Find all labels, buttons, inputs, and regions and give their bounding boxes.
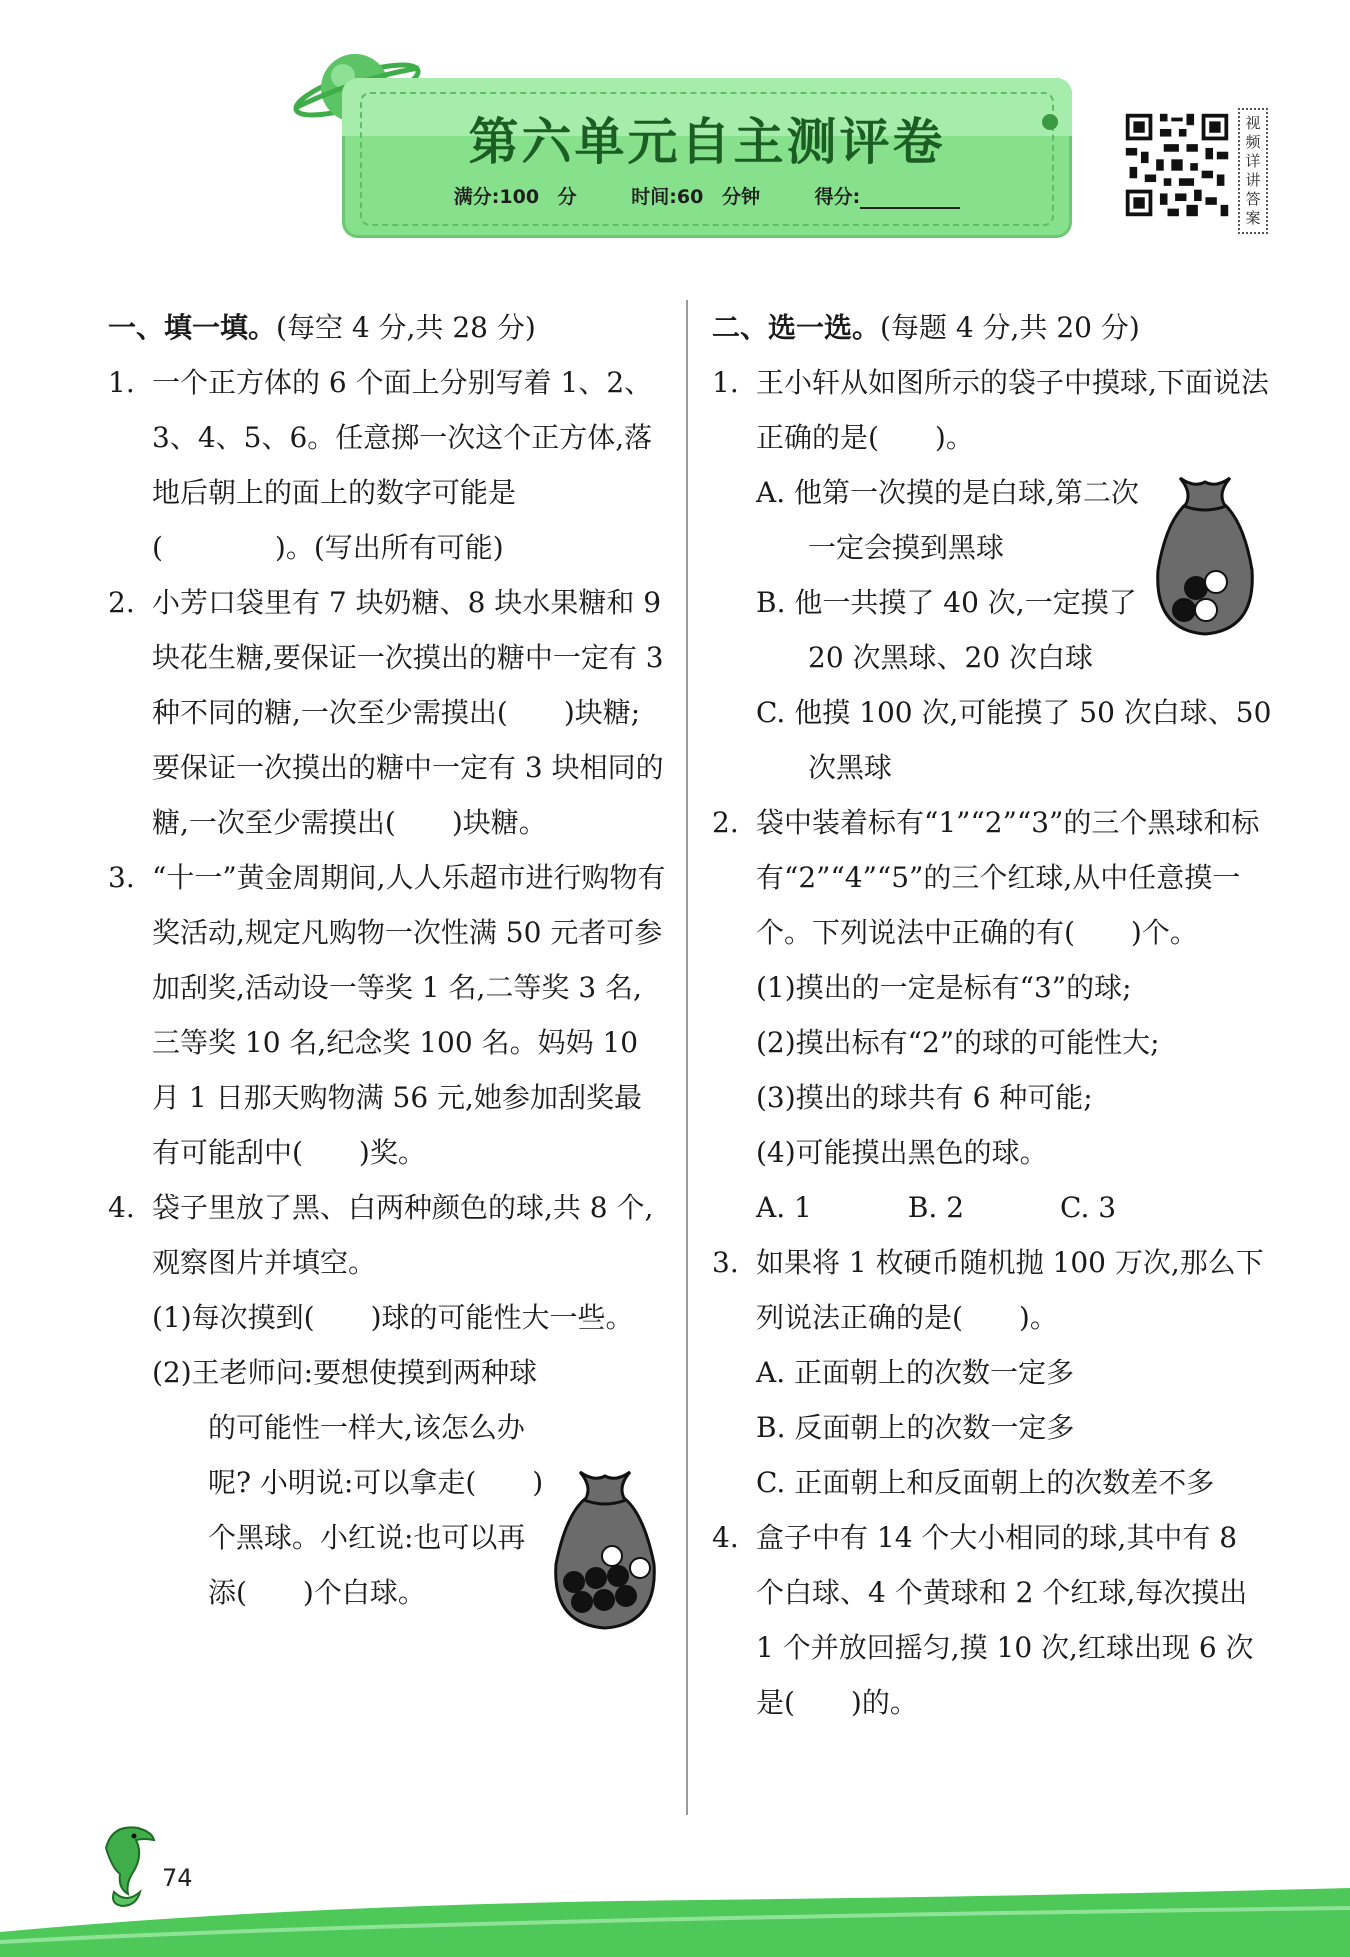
question-1-3: 3. “十一”黄金周期间,人人乐超市进行购物有奖活动,规定凡购物一次性满 50 元者可参加刮奖,活动设一等奖 1 名,二等奖 3 名,三等奖 10 名,纪念奖 100 名。妈妈 10 月 1 日那天购物满 56 元,她参加刮奖最有可能刮中( )奖。 [108, 861, 666, 1169]
section2-heading: 二、选一选。(每题 4 分,共 20 分) [712, 311, 1140, 344]
option-b[interactable]: B. 他一共摸了 40 次,一定摸了 20 次黑球、20 次白球 [756, 586, 1137, 674]
time-limit: 时间:60 分钟 [631, 186, 760, 208]
score-field: 得分: [815, 186, 961, 208]
title-banner [342, 78, 1072, 238]
ball-bag-image [546, 1464, 664, 1632]
question-text: 一个正方体的 6 个面上分别写着 1、2、3、4、5、6。任意掷一次这个正方体,落地后朝上的面上的数字可能是( )。(写出所有可能) [152, 366, 653, 564]
choices-row [756, 1180, 1272, 1235]
qr-label: 视频详讲答案 [1238, 108, 1268, 234]
footer-wave [0, 1880, 1350, 1957]
question-text: 王小轩从如图所示的袋子中摸球,下面说法正确的是( )。 [756, 366, 1269, 454]
question-text: “十一”黄金周期间,人人乐超市进行购物有奖活动,规定凡购物一次性满 50 元者可参加刮奖,活动设一等奖 1 名,二等奖 3 名,三等奖 10 名,纪念奖 100 名。妈妈 10 月 1 日那天购物满 56 元,她参加刮奖最有可能刮中( )奖。 [152, 861, 666, 1169]
choice-c[interactable]: C. 3 [1060, 1191, 1117, 1224]
section-fill-blanks [108, 300, 668, 1620]
statement-4: (4)可能摸出黑色的球。 [756, 1136, 1048, 1169]
question-text: 袋中装着标有“1”“2”“3”的三个黑球和标有“2”“4”“5”的三个红球,从中任意摸一个。下列说法中正确的有( )个。 [756, 806, 1260, 949]
exam-info [342, 182, 1072, 209]
option-b[interactable]: B. 反面朝上的次数一定多 [756, 1411, 1075, 1444]
sub-question-1: (1)每次摸到( )球的可能性大一些。 [152, 1301, 634, 1334]
question-2-4: 4. 盒子中有 14 个大小相同的球,其中有 8 个白球、4 个黄球和 2 个红球,每次摸出 1 个并放回摇匀,摸 10 次,红球出现 6 次是( )的。 [712, 1521, 1254, 1719]
dolphin-icon [92, 1818, 162, 1908]
question-text: 如果将 1 枚硬币随机抛 100 万次,那么下列说法正确的是( )。 [756, 1246, 1264, 1334]
statement-1: (1)摸出的一定是标有“3”的球; [756, 971, 1132, 1004]
column-divider [686, 300, 688, 1815]
page-number: 74 [162, 1864, 193, 1892]
option-a[interactable]: A. 他第一次摸的是白球,第二次一定会摸到黑球 [756, 476, 1139, 564]
ball-bag-image [1150, 470, 1260, 638]
option-c[interactable]: C. 他摸 100 次,可能摸了 50 次白球、50 次黑球 [756, 696, 1272, 784]
question-1-4: 4. 袋子里放了黑、白两种颜色的球,共 8 个,观察图片并填空。 (1)每次摸到( )球的可能性大一些。 (2)王老师问:要想使摸到两种球的可能性一样大,该怎么办呢? 小明说:可以拿走( )个黑球。小红说:也可以再添( )个白球。 [108, 1180, 668, 1620]
option-c[interactable]: C. 正面朝上和反面朝上的次数差不多 [756, 1466, 1215, 1499]
question-text: 小芳口袋里有 7 块奶糖、8 块水果糖和 9 块花生糖,要保证一次摸出的糖中一定有 3 种不同的糖,一次至少需摸出( )块糖;要保证一次摸出的糖中一定有 3 块相同的糖,一次至少需摸出( )块糖。 [152, 586, 664, 839]
choice-a[interactable]: A. 1 [756, 1191, 812, 1224]
full-score: 满分:100 分 [453, 186, 577, 208]
question-2-1: 1. 王小轩从如图所示的袋子中摸球,下面说法正确的是( )。 A. 他第一次摸的是白球,第二次一定会摸到黑球 B. 他一共摸了 40 次,一定摸了 20 次黑球、20 次白球 C. 他摸 100 次,可能摸了 50 次白球、50 次黑球 [712, 355, 1272, 795]
section1-heading: 一、填一填。(每空 4 分,共 28 分) [108, 311, 536, 344]
question-text: 盒子中有 14 个大小相同的球,其中有 8 个白球、4 个黄球和 2 个红球,每次摸出 1 个并放回摇匀,摸 10 次,红球出现 6 次是( )的。 [756, 1521, 1254, 1719]
question-2-3: 3. 如果将 1 枚硬币随机抛 100 万次,那么下列说法正确的是( )。 A. 正面朝上的次数一定多 B. 反面朝上的次数一定多 C. 正面朝上和反面朝上的次数差不多 [712, 1235, 1272, 1510]
qr-code-icon[interactable] [1122, 110, 1232, 220]
statement-2: (2)摸出标有“2”的球的可能性大; [756, 1026, 1160, 1059]
page-title: 第六单元自主测评卷 [468, 113, 946, 171]
question-2-2: 2. 袋中装着标有“1”“2”“3”的三个黑球和标有“2”“4”“5”的三个红球,从中任意摸一个。下列说法中正确的有( )个。 (1)摸出的一定是标有“3”的球; (2)摸出标有“2”的球的可能性大; (3)摸出的球共有 6 种可能; (4)可能摸出黑色的球。 A. 1 B. 2 C. 3 [712, 795, 1272, 1235]
option-a[interactable]: A. 正面朝上的次数一定多 [756, 1356, 1075, 1389]
question-1-1: 1. 一个正方体的 6 个面上分别写着 1、2、3、4、5、6。任意掷一次这个正方体,落地后朝上的面上的数字可能是( )。(写出所有可能) [108, 366, 653, 564]
sub-question-2: (2)王老师问:要想使摸到两种球的可能性一样大,该怎么办呢? 小明说:可以拿走( )个黑球。小红说:也可以再添( )个白球。 [152, 1356, 544, 1609]
question-text: 袋子里放了黑、白两种颜色的球,共 8 个,观察图片并填空。 [152, 1191, 654, 1279]
question-1-2: 2. 小芳口袋里有 7 块奶糖、8 块水果糖和 9 块花生糖,要保证一次摸出的糖中一定有 3 种不同的糖,一次至少需摸出( )块糖;要保证一次摸出的糖中一定有 3 块相同的糖,一次至少需摸出( )块糖。 [108, 586, 664, 839]
choice-b[interactable]: B. 2 [907, 1191, 965, 1224]
statement-3: (3)摸出的球共有 6 种可能; [756, 1081, 1093, 1114]
